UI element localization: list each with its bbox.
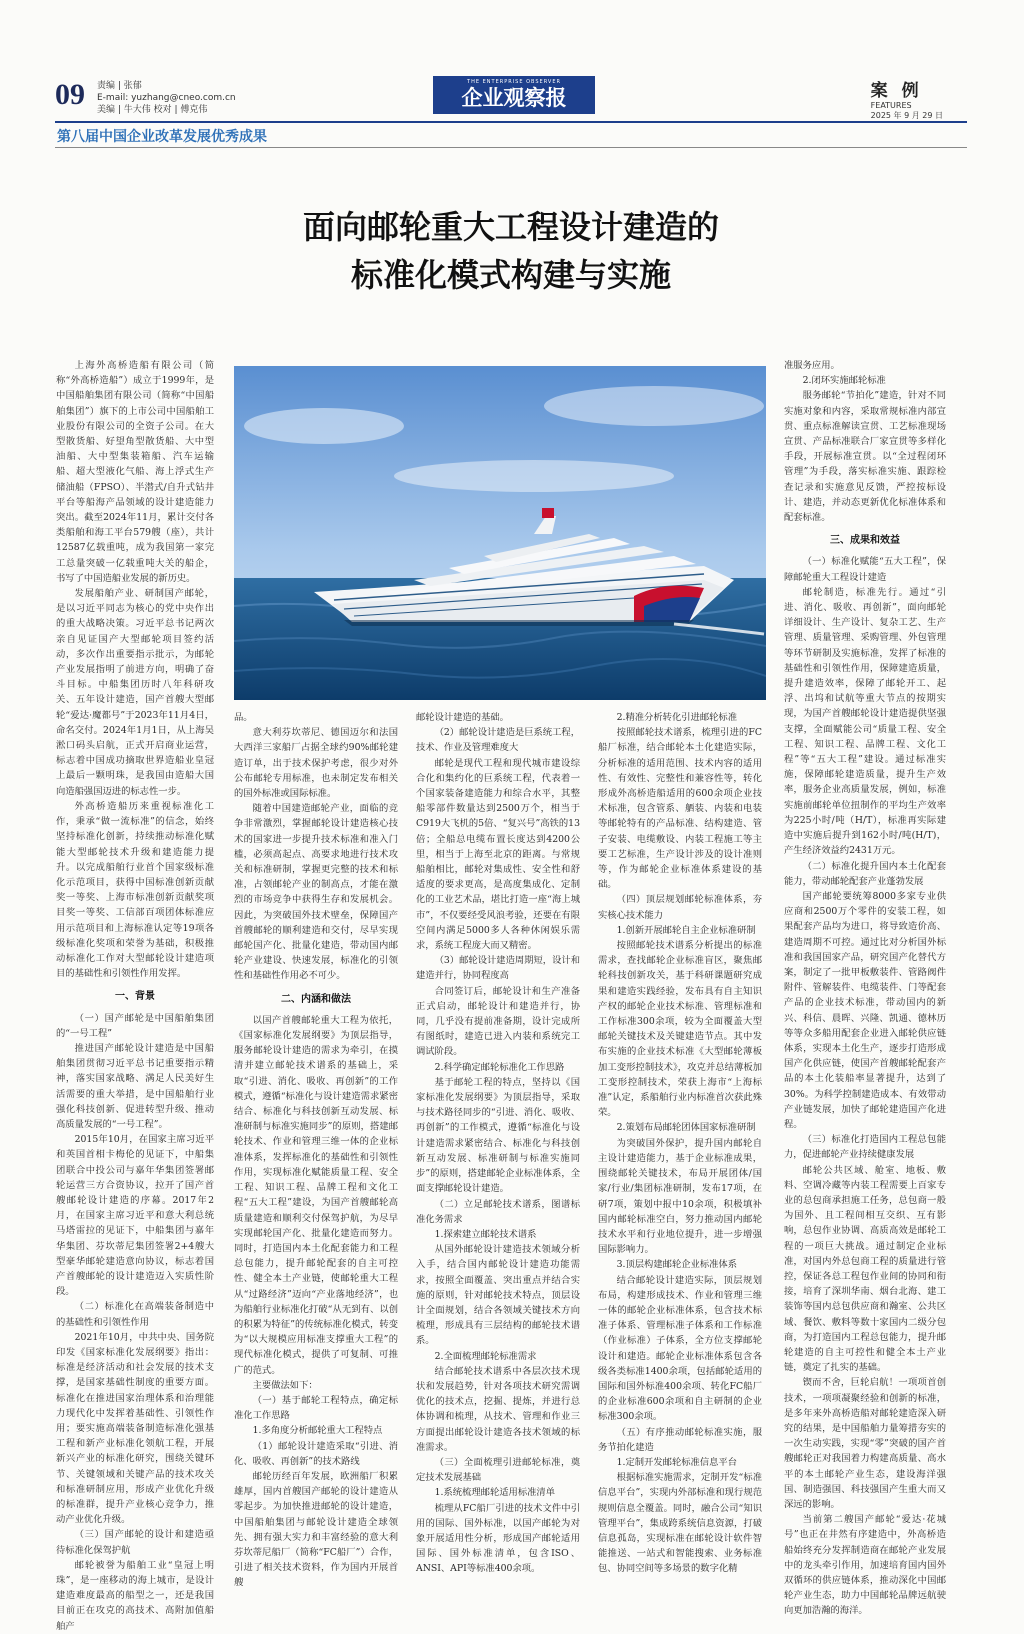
email-line: E-mail: yuzhang@cneo.com.cn — [97, 93, 236, 103]
subject-rule — [55, 147, 967, 148]
body-paragraph: （三）标准化打造国内工程总包能力，促进邮轮产业持续健康发展 — [784, 1134, 946, 1161]
body-paragraph: 结合邮轮技术谱系中各层次技术现状和发展趋势，针对各项技术研究需调优化的技术点，挖掘、提炼，并进行总体协调和梳理，从技术、管理和作业三方面提出邮轮设计建造各技术领域的标准需求。 — [416, 1365, 580, 1453]
subject-banner: 第八届中国企业改革发展优秀成果 — [57, 129, 267, 145]
article-column-2 — [234, 710, 398, 1589]
masthead-logo — [433, 76, 595, 114]
body-paragraph: 按照邮轮技术谱系，梳理引进的FC船厂标准，结合邮轮本土化建造实际，分析标准的适用范围、技术内容的适用性、有效性、完整性和兼容性等，转化形成外高桥造船适用的600余项企业技术标准，包含管系、舾装、内装和电装等邮轮特有的产品标准、结构建造、管子安装、电缆敷设、内装工程施工等主要工艺标准，生产设计涉及的设计准则等，作为邮轮企业标准体系建设的基础。 — [598, 727, 762, 891]
body-paragraph: （2）邮轮设计建造是巨系统工程，技术、作业及管理难度大 — [416, 727, 580, 754]
body-paragraph: 服务邮轮“节拍化”建造，针对不同实施对象和内容，采取常规标准内部宣贯、重点标准解读宣贯、工艺标准现场宣贯、产品标准联合厂家宣贯等多样化手段，开展标准宣贯。以“全过程闭环管理”为手段，落实标准实施、跟踪检查记录和实施意见反馈，严控按标设计、建造，并动态更新优化标准体系和配套标准。 — [784, 390, 946, 524]
section-heading: 二、内涵和做法 — [281, 993, 351, 1005]
body-paragraph: 1.创新开展邮轮自主企业标准研制 — [616, 924, 756, 936]
title-line-2: 标准化模式构建与实施 — [350, 256, 671, 294]
body-paragraph: 2.精准分析转化引进邮轮标准 — [616, 712, 738, 723]
body-paragraph: （二）立足邮轮技术谱系，图谱标准化务需求 — [416, 1198, 580, 1225]
body-paragraph: 1.系统梳理邮轮适用标准清单 — [434, 1487, 556, 1499]
article-column-1 — [56, 358, 214, 1632]
design-line: 美编 | 牛大伟 校对 | 傅克伟 — [97, 105, 208, 115]
body-paragraph: （四）顶层规划邮轮标准体系，夯实核心技术能力 — [598, 894, 762, 921]
body-paragraph: 梳理从FC船厂引进的技术文件中引用的国际、国外标准，以国产邮轮为对象开展适用性分析，形成国产邮轮适用国际、国外标准清单，包含ISO、ANSI、API等标准400余项。 — [416, 1502, 580, 1575]
body-paragraph: 1.多角度分析邮轮重大工程特点 — [252, 1425, 383, 1437]
body-paragraph: 2.策划布局邮轮团体国家标准研制 — [616, 1122, 756, 1134]
body-paragraph: （一）标准化赋能“五大工程”，保障邮轮重大工程设计建造 — [784, 556, 946, 583]
body-paragraph: 准服务应用。 — [784, 360, 840, 371]
header-rule — [55, 121, 967, 123]
body-paragraph: 1.定制开发邮轮标准信息平台 — [616, 1456, 738, 1468]
body-paragraph: （1）邮轮设计建造采取“引进、消化、吸收、再创新”的技术路线 — [234, 1440, 398, 1467]
body-paragraph: 按照邮轮技术谱系分析提出的标准需求，查找邮轮企业标准盲区，聚焦邮轮科技创新攻关，基于科研课题研究成果和建造实践经验，发布具有自主知识产权的邮轮企业技术标准、管理标准和工作标准300余项，较为全面覆盖大型邮轮关键技术及关键建造节点。其中发布实施的企业技术标准《大型邮轮薄板加工变形控制技术》，攻克并总结薄板加工变形控制技术，荣获上海市“上海标准”认定，系船舶行业内标准首次获此殊荣。 — [598, 940, 762, 1119]
body-paragraph: （一）国产邮轮是中国船舶集团的“一号工程” — [56, 1012, 214, 1039]
body-paragraph: （3）邮轮设计建造周期短，设计和建造并行，协同程度高 — [416, 955, 580, 982]
masthead-cn: 企业观察报 — [461, 85, 567, 110]
section-en: FEATURES — [870, 101, 912, 110]
title-line-1: 面向邮轮重大工程设计建造的 — [302, 208, 719, 246]
body-paragraph: 邮轮是现代工程和现代城市建设综合化和集约化的巨系统工程，代表着一个国家装备建造能力和综合水平，其整船零部件数量达到2500万个，相当于C919大飞机的5倍、“复兴号”高铁的13倍；全船总电缆布置长度达到4200公里，相当于上海至北京的距离。与常规船舶相比，邮轮对集成性、安全性和舒适度的要求更高，是高度集成化、定制化的工业艺术品，堪比打造一座“海上城市”，不仅要经受风浪考验，还要在有限空间内满足5000多人各种休闲娱乐需求，系统工程庞大而又精密。 — [416, 757, 580, 952]
body-paragraph: （五）有序推动邮轮标准实施，服务节拍化建造 — [598, 1426, 762, 1453]
body-paragraph: 推进国产邮轮设计建造是中国船舶集团贯彻习近平总书记重要指示精神，落实国家战略、满足人民美好生活需要的重大举措，是中国船舶行业强化科技创新、促进转型升级、推动高质量发展的“一号工程”。 — [56, 1042, 214, 1130]
body-paragraph: 国产邮轮要统筹8000多家专业供应商和2500万个零件的安装工程，如果配套产品均为进口，将导致造价高、建造周期不可控。通过比对分析国外标准和我国国家产品，研究国产化替代方案，制定了一批甲板敷装件、管路阀件附件、管解装件、电缆装件、门等配套产品的企业技术标准，带动国内的新兴、科信、晨晖、兴隆、凯通、德林历等等众多船用配套企业进入邮轮供应链体系，实现本土化生产，逐步打造形成国产化供应链，使国产首艘邮轮配套产品的本土化装船率显著提升，达到了30%。为科学控制建造成本、有效带动产业链发展，加快了邮轮建造国产化进程。 — [784, 890, 946, 1130]
body-paragraph: 根据标准实施需求，定制开发“标准信息平台”，实现内外部标准和现行规范规则信息全覆盖。同时，融合公司“知识管理平台”，集成跨系统信息资源，打破信息孤岛，实现标准在邮轮设计软件智能推送、一站式和智能搜索、业务标准包、协同空间等多场景的数字化精 — [598, 1472, 762, 1575]
body-paragraph: 2.科学确定邮轮标准化工作思路 — [434, 1061, 565, 1073]
body-paragraph: 2015年10月，在国家主席习近平和英国首相卡梅伦的见证下，中船集团联合中投公司与嘉年华集团签署邮轮运营三方合资协议，拉开了国产首艘邮轮设计建造的序幕。2017年2月，在国家主席习近平和意大利总统马塔雷拉的见证下，中船集团与嘉年华集团、芬坎蒂尼集团签署2+4艘大型豪华邮轮建造意向协议，标志着国产首艘邮轮的设计建造迈入实质性阶段。 — [56, 1134, 214, 1298]
article-column-3 — [416, 710, 580, 1575]
issue-date: 2025 年 9 月 29 日 — [870, 111, 943, 120]
body-paragraph: 2021年10月，中共中央、国务院印发《国家标准化发展纲要》指出：标准是经济活动和社会发展的技术支撑，是国家基础性制度的重要方面。标准化在推进国家治理体系和治理能力现代化中发挥着基础性、引领性作用；要实施高端装备制造标准化强基工程和新产业标准化领航工程，开展新兴产业的标准化研究，围绕关键环节、关键领域和关键产品的技术攻关和标准研制应用，形成产业优化升级的标准群，提升产业核心竞争力，推动产业优化升级。 — [56, 1331, 214, 1526]
body-paragraph: （三）国产邮轮的设计和建造亟待标准化保驾护航 — [56, 1529, 214, 1556]
body-paragraph: 1.探索建立邮轮技术谱系 — [434, 1228, 537, 1240]
body-paragraph: 外高桥造船历来重视标准化工作，秉承“做一流标准”的信念，始终坚持标准化创新，持续推动标准化赋能大型邮轮技术升级和建造能力提升。以完成船舶行业首个国家级标准化示范项目，获得中国标准创新贡献奖一等奖、上海市标准创新贡献奖项目奖一等奖、工信部百项团体标准应用示范项目和上海标准认定等19项各级标准化奖项和荣誉为基础，积极推动标准化工作对大型邮轮设计建造项目的基础性和引领性作用发挥。 — [56, 800, 214, 980]
editor-info — [97, 80, 236, 116]
article-title — [55, 203, 967, 299]
body-paragraph: 上海外高桥造船有限公司（简称“外高桥造船”）成立于1999年，是中国船舶集团有限公司（简称“中国船舶集团”）旗下的上市公司中国船舶工业股份有限公司的全资子公司。在大型散货船、好望角型散货船、大中型油船、大中型集装箱船、汽车运输船、超大型液化气船、海上浮式生产储油船（FPSO）、半潜式/自升式钻井平台等船海产品领域的设计建造能力突出。截至2024年11月，累计交付各类船舶和海工平台579艘（座），共计12587亿载重吨，成为我国第一家完工总量突破一亿载重吨大关的船企，书写了中国造船业发展的新历史。 — [56, 360, 214, 584]
body-paragraph: （二）标准化提升国内本土化配套能力，带动邮轮配套产业蓬勃发展 — [784, 860, 946, 887]
body-paragraph: 意大利芬坎蒂尼、德国迈尔和法国大西洋三家船厂占据全球约90%邮轮建造订单，出于技术保护考虑，很少对外公布邮轮专用标准，也未制定发布相关的国外标准或国际标准。 — [234, 727, 398, 800]
body-paragraph: （三）全面梳理引进邮轮标准，奠定技术发展基础 — [416, 1456, 580, 1484]
body-paragraph: （一）基于邮轮工程特点，确定标准化工作思路 — [234, 1394, 398, 1422]
body-paragraph: 邮轮历经百年发展，欧洲船厂积累雄厚，国内首艘国产邮轮的设计建造从零起步。为加快推进邮轮的设计建造，中国船舶集团与邮轮设计建造全球领先、拥有强大实力和丰富经验的意大利芬坎蒂尼船厂（简称“FC船厂”）合作，引进了相关技术资料，作为国内开展首艘 — [234, 1470, 398, 1589]
body-paragraph: 主要做法如下： — [252, 1379, 318, 1391]
section-heading: 一、背景 — [115, 991, 155, 1003]
article-column-4 — [598, 710, 762, 1575]
body-paragraph: 2.闭环实施邮轮标准 — [802, 375, 886, 387]
cruise-ship-illustration — [234, 366, 766, 700]
body-paragraph: 为突破国外保护，提升国内邮轮自主设计建造能力，基于企业标准成果，围绕邮轮关键技术，布局开展团体/国家/行业/集团标准研制，发布17项，在研7项，策划中报中10余项，积极填补国内邮轮标准空白，努力推动国内邮轮技术水平和行业地位提升，进一步增强国际影响力。 — [598, 1137, 762, 1256]
editor-line: 责编 | 张郁 — [97, 81, 142, 91]
cruise-ship-photo — [234, 366, 766, 700]
body-paragraph: 当前第二艘国产邮轮“爱达·花城号”也正在井然有序建造中，外高桥造船始终充分发挥制造商在邮轮产业发展中的龙头牵引作用，加速培育国内国外双循环的供应链体系，推动深化中国邮轮产业生态，助力中国邮轮品牌远航驶向更加浩瀚的海洋。 — [784, 1514, 946, 1617]
body-paragraph: 邮轮被誉为船舶工业“皇冠上明珠”，是一座移动的海上城市，是设计建造难度最高的船型之一，还是我国目前正在攻克的高技术、高附加值船舶产 — [56, 1559, 214, 1632]
body-paragraph: 2.全面梳理邮轮标准需求 — [434, 1350, 537, 1362]
masthead-en: THE ENTERPRISE OBSERVER — [467, 79, 561, 85]
page-header — [55, 76, 967, 118]
body-paragraph: 合同签订后，邮轮设计和生产准备正式启动，邮轮设计和建造并行，协同，几乎没有提前准备期，设计完成所有图纸时，建造已进入内装和系统完工调试阶段。 — [416, 985, 580, 1058]
section-heading: 三、成果和效益 — [830, 535, 900, 547]
body-paragraph: 邮轮制造，标准先行。通过“引进、消化、吸收、再创新”，面向邮轮详细设计、生产设计、复杂工艺、生产管理、质量管理、采购管理、外包管理等环节研制及实施标准，发挥了标准的基础性和引领性作用，保障建造质量，提升建造效率，保障了邮轮开工、起浮、出坞和试航等重大节点的按期实现，为国产首艘邮轮设计建造提供坚强支撑，全面赋能公司“质量工程、安全工程、知识工程、品牌工程、文化工程”等“五大工程”建设。通过标准实施，保障邮轮建造质量，提升生产效率，服务企业高质量发展，例如，标准实施前邮轮单位扭制作的平均生产效率为225小时/吨（H/T），标准再实际建造中实施后提升到162小时/吨(H/T)，产生经济效益约2431万元。 — [784, 586, 946, 857]
body-paragraph: 锲而不舍，巨轮启航！一项项首创技术，一项项凝聚经验和创新的标准，是多年来外高桥造船对邮轮建造深入研究的结果，是中国船舶力量筹措夯实的一次生动实践，实现“零”突破的国产首艘邮轮正对我国着力构建高质量、高水平的本土邮轮产业生态，建设海洋强国、制造强国、科技强国产生重大而又深远的影响。 — [784, 1377, 946, 1511]
body-paragraph: 邮轮设计建造的基础。 — [416, 712, 509, 723]
body-paragraph: 从国外邮轮设计建造技术领域分析入手，结合国内邮轮设计建造功能需求，按照全面覆盖、突出重点并结合实施的原则，针对邮轮技术特点，顶层设计全面规划，结合各领域关键技术方向梳理，形成具有三层结构的邮轮技术谱系。 — [416, 1244, 580, 1347]
page-number: 09 — [55, 78, 85, 111]
article-column-5 — [784, 358, 946, 1617]
body-paragraph: 结合邮轮设计建造实际，顶层规划布局，构建形成技术、作业和管理三维一体的邮轮企业标准体系，包含技术标准子体系、管理标准子体系和工作标准（作业标准）子体系，全方位支撑邮轮设计和建造。邮轮企业标准体系包含各级各类标准1400余项，包括邮轮适用的国际和国外标准400余项、转化FC船厂的企业标准600余项和自主研制的企业标准300余项。 — [598, 1274, 762, 1423]
body-paragraph: 3.顶层构建邮轮企业标准体系 — [616, 1259, 738, 1271]
body-paragraph: 基于邮轮工程的特点，坚持以《国家标准化发展纲要》为顶层指导，采取与技术路径同步的“引进、消化、吸收、再创新”的工作模式，遵循“标准化与设计建造需求紧密结合、标准化与科技创新互动发展、标准研制与标准实施同步”的原则，搭建邮轮企业标准体系，全面支撑邮轮设计建造。 — [416, 1076, 580, 1195]
body-paragraph: 以国产首艘邮轮重大工程为依托，《国家标准化发展纲要》为顶层指导，服务邮轮设计建造的需求为牵引，在摸清并建立邮轮技术谱系的基础上，采取“引进、消化、吸收、再创新”的工作模式，遵循“标准化与设计建造需求紧密结合、标准化与科技创新互动发展、标准研制与标准实施同步”的原则，搭建邮轮技术、作业和管理三维一体的企业标准体系，发挥标准化的基础性和引领性作用，实现标准化赋能质量工程、安全工程、知识工程、品牌工程和文化工程“五大工程”建设，为国产首艘邮轮高质量建造和顺利交付保驾护航，为尽早实现邮轮国产化、批量化建造而努力。同时，打造国内本土化配套能力和工程总包能力，提升邮轮配套的自主可控性、健全本土产业链，使邮轮重大工程从“过路经济”迈向“产业落地经济”，也为船舶行业标准化打破“从无到有、以创的积累为特征”的传统标准化模式，转变为“以大规模应用标准支撑重大工程”的现代标准化模式，提供了可复制、可推广的范式。 — [234, 1014, 398, 1376]
section-label — [871, 76, 943, 121]
body-paragraph: 发展船舶产业、研制国产邮轮，是以习近平同志为核心的党中央作出的重大战略决策。习近平总书记两次亲自见证国产大型邮轮项目签约活动，多次作出重要指示批示，为邮轮产业发展指明了前进方向，明确了奋斗目标。中船集团历时八年科研攻关、五年设计建造，国产首艘大型邮轮“爱达·魔都号”于2023年11月4日，命名交付。2024年1月1日，从上海吴淞口码头启航，正式开启商业运营，标志着中国成功摘取世界造船业皇冠上最后一颗明珠，是我国由造船大国向造船强国迈进的标志性一步。 — [56, 588, 214, 797]
body-paragraph: （二）标准化在高端装备制造中的基础性和引领性作用 — [56, 1301, 214, 1328]
body-paragraph: 品。 — [234, 712, 253, 723]
body-paragraph: 随着中国建造邮轮产业，面临的竞争非常激烈，掌握邮轮设计建造核心技术的国家进一步提升技术标准和准入门槛，必须高起点、高要求地进行技术攻关和标准研制，掌握更完整的技术和标准，占领邮轮产业的制高点，才能在激烈的市场竞争中获得生存和发展机会。因此，为突破国外技术壁垒，保障国产首艘邮轮的顺利建造和交付，尽早实现邮轮国产化、批量化建造，带动国内邮轮产业建设、快速发展，标准化的引领性和基础性作用必不可少。 — [234, 803, 398, 982]
section-name: 案例 — [870, 81, 933, 101]
body-paragraph: 邮轮公共区域、舱室、地板、敷料、空调冷藏等内装工程需要上百家专业的总包商承担施工任务，总包商一般为国外、且工程间相互交织、互有影响，总包作业协调、高质高效是邮轮工程的一项巨大挑战。通过制定企业标准，对国内外总包商工程的质量进行管控，保证各总工程包作业间的协同和衔接，培育了深圳华南、烟台北海、建工装饰等国内总包供应商和瀚室、公共区域、餐饮、敷料等数十家国内二级分包商，为打造国内工程总包能力，提升邮轮建造的自主可控性和健全本土产业链，奠定了扎实的基础。 — [784, 1164, 946, 1374]
